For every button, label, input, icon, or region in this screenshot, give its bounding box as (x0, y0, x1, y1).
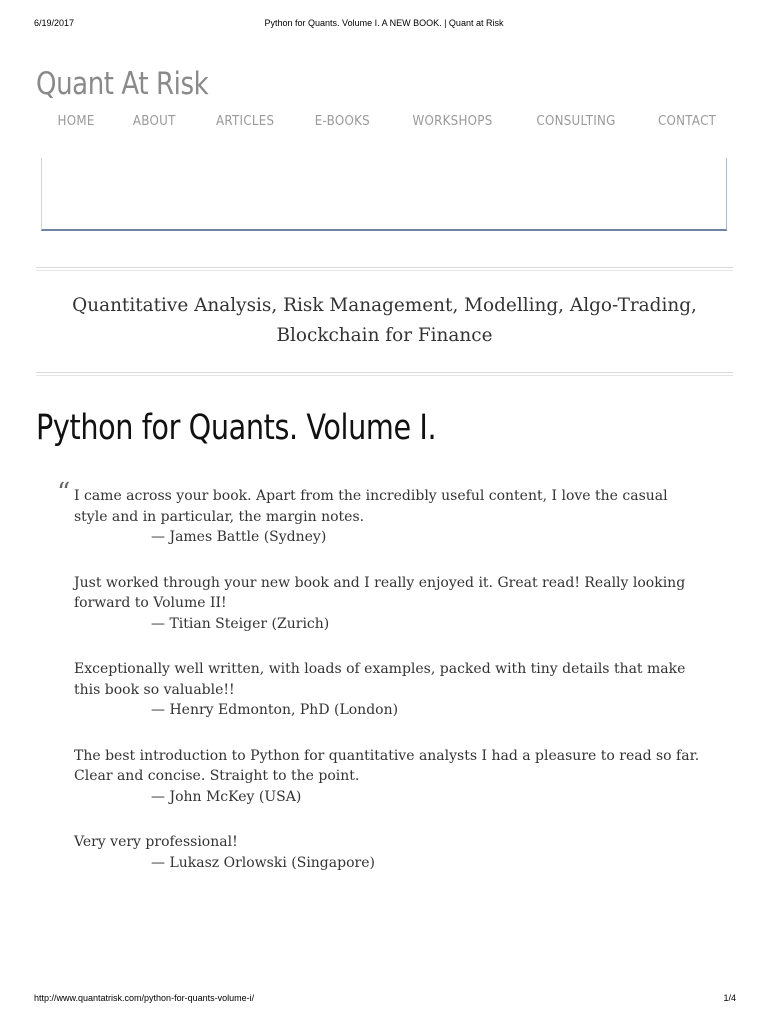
nav-item-workshops[interactable]: WORKSHOPS (412, 113, 493, 129)
site-tagline (46, 290, 722, 350)
tagline-line-2: Blockchain for Finance (276, 324, 493, 346)
post-title: Python for Quants. Volume I. (36, 408, 437, 448)
testimonial-text: Exceptionally well written, with loads of examples, packed with tiny details that make this book so valuable!! (74, 661, 686, 698)
print-url: http://www.quantatrisk.com/python-for-quants-volume-i/ (34, 993, 255, 1003)
header-banner (41, 158, 727, 231)
nav-item-ebooks[interactable]: E-BOOKS (314, 113, 371, 129)
testimonials-blockquote (74, 486, 704, 898)
testimonial-text: The best introduction to Python for quantitative analysts I had a pleasure to read so far. Clear and concise. Straight to the point. (74, 747, 700, 784)
testimonial-author: — Lukasz Orlowski (Singapore) (151, 854, 375, 871)
tagline-line-1: Quantitative Analysis, Risk Management, Modelling, Algo-Trading, (72, 294, 697, 316)
testimonial-author: — James Battle (Sydney) (151, 529, 327, 545)
testimonial-text: I came across your book. Apart from the incredibly useful content, I love the casual style and in particular, the margin notes. (74, 488, 668, 525)
testimonial-item (74, 832, 704, 873)
site-title-link[interactable]: Quant At Risk (36, 66, 209, 102)
testimonial-author: — John McKey (USA) (151, 788, 302, 805)
nav-item-home[interactable]: HOME (57, 113, 95, 129)
nav-item-consulting[interactable]: CONSULTING (536, 113, 616, 129)
print-date: 6/19/2017 (34, 18, 75, 28)
divider-top (36, 267, 733, 271)
testimonial-text: Just worked through your new book and I really enjoyed it. Great read! Really looking forward to Volume II! (74, 574, 686, 611)
testimonial-item (74, 659, 704, 721)
divider-bottom (36, 372, 733, 376)
nav-item-articles[interactable]: ARTICLES (215, 113, 275, 129)
nav-item-about[interactable]: ABOUT (133, 113, 176, 129)
testimonial-item (74, 486, 704, 548)
testimonial-item (74, 746, 704, 808)
testimonial-author: — Henry Edmonton, PhD (London) (151, 702, 399, 718)
testimonial-author: — Titian Steiger (Zurich) (151, 615, 330, 632)
testimonial-text: Very very professional! (74, 834, 238, 850)
nav-item-contact[interactable]: CONTACT (657, 113, 717, 129)
testimonial-item (74, 573, 704, 635)
print-page-number: 1/4 (723, 993, 736, 1003)
quote-mark-icon: “ (57, 478, 71, 508)
print-doc-title: Python for Quants. Volume I. A NEW BOOK. | Quant at Risk (264, 18, 504, 28)
main-nav (55, 113, 720, 129)
